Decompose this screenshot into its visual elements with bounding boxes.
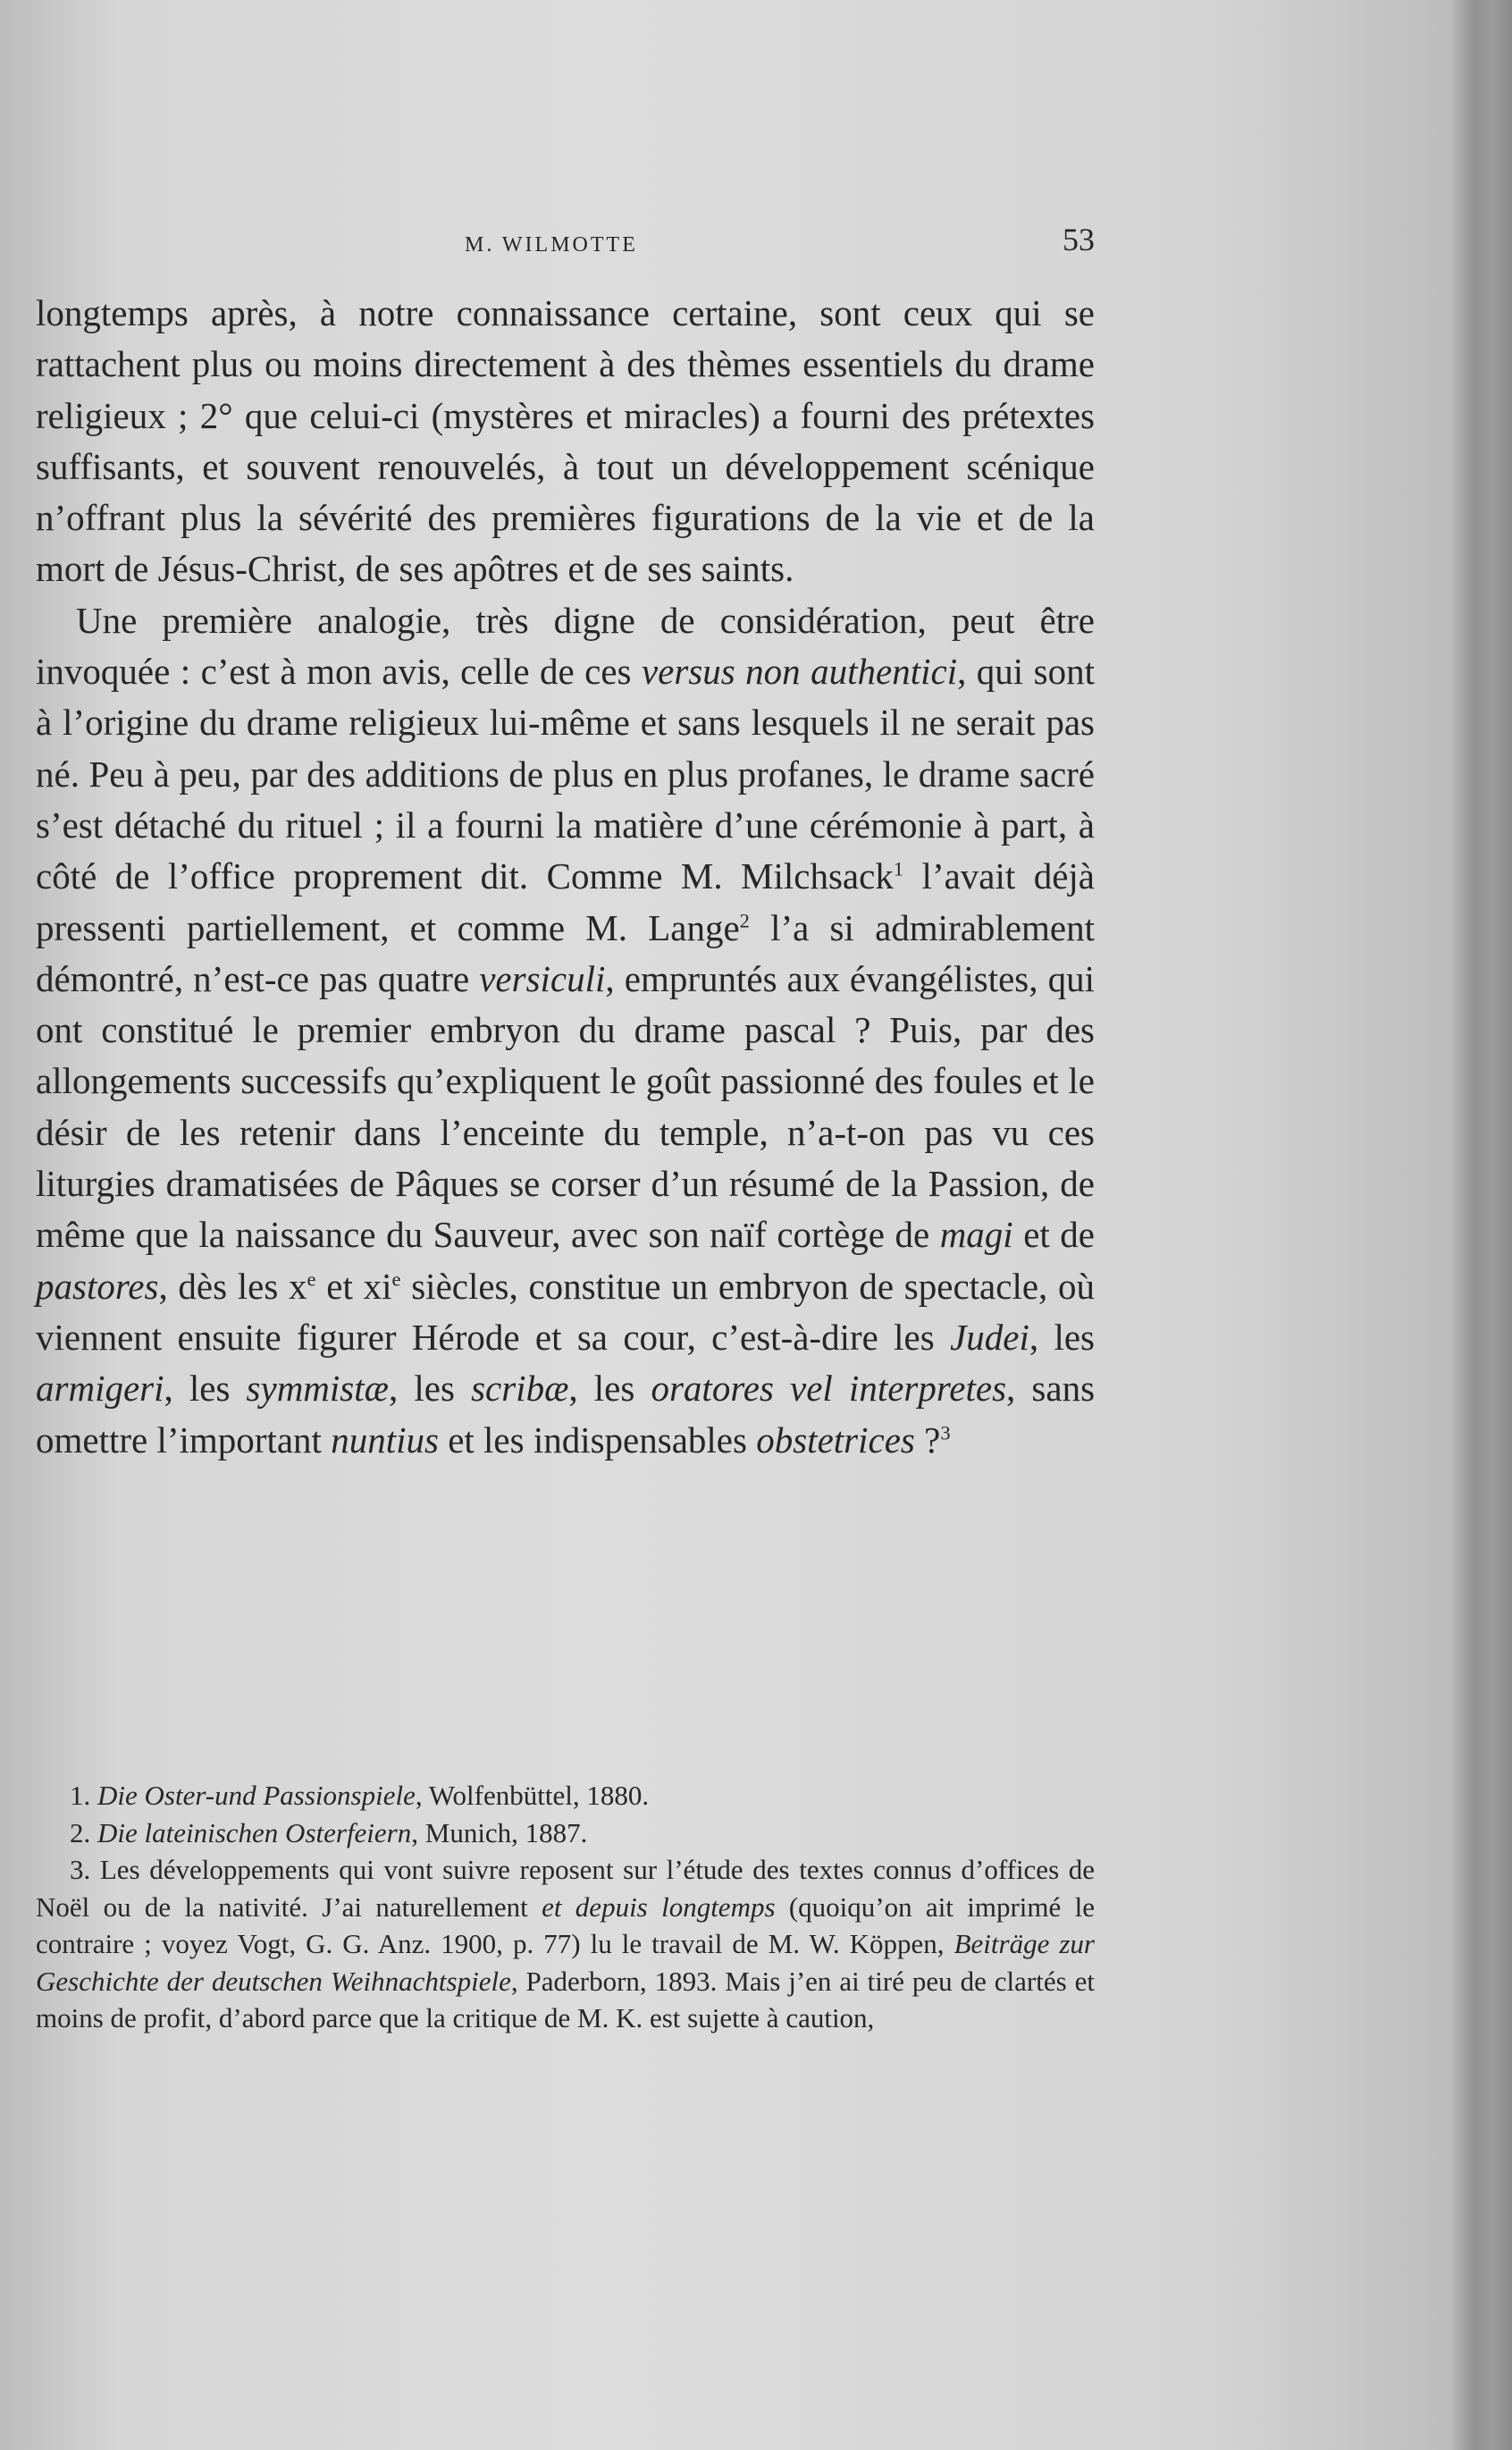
footnote-title: Die Oster-und Passionspiele (97, 1780, 416, 1811)
text-span: l’avait déjà pressenti partiellement, et comme M. Lange (36, 855, 1096, 948)
text-span: , les (568, 1368, 651, 1410)
latin-term: versiculi (479, 957, 606, 999)
text-span: et de (1012, 1214, 1095, 1256)
paragraph-2 (36, 595, 1095, 1466)
footnote-number: 1. (70, 1780, 97, 1811)
latin-term: oratores vel interpretes (651, 1368, 1007, 1410)
footnote-ref-2: 2 (739, 908, 750, 931)
text-span: siècles, constitue un embryon de spectacle, où viennent ensuite figurer Hérode et sa cour, c’est-à-dire les (36, 1265, 1095, 1358)
footnote-text: 3. Les développements qui vont suivre reposent sur l’étude des textes connus d’offices de Noël ou de la nativité. J’ai naturellement (36, 1854, 1095, 1923)
text-span: , empruntés aux évangélistes, qui ont constitué le premier embryon du drame pascal ? Puis, par des allongements successifs qu’expliquent le goût passionné des foules et le désir de les retenir dans l’enceinte du temple, n’a-t-on pas vu ces liturgies dramatisées de Pâques se corser d’un résumé de la Passion, de même que la naissance du Sauveur, avec son naïf cortège de (36, 957, 1095, 1256)
text-span: et les indispensables (438, 1419, 757, 1461)
text-span: Une première analogie, très digne de considération, peut être invoquée : c’est à mon avis, celle de ces (36, 599, 1095, 693)
latin-term: nuntius (331, 1419, 439, 1461)
footnote-3 (36, 1851, 1095, 2037)
page-header (36, 222, 1095, 264)
footnote-ref-3: 3 (940, 1420, 951, 1444)
latin-phrase: versus non authentici (641, 651, 958, 693)
latin-term: pastores (36, 1265, 159, 1307)
body-text (36, 288, 1095, 1466)
latin-term: scribæ (471, 1368, 569, 1410)
latin-term: magi (939, 1214, 1013, 1256)
text-span: , dès les x (158, 1265, 307, 1307)
footnote-title: Die lateinischen Osterfeiern (97, 1816, 412, 1848)
footnote-ref-1: 1 (893, 857, 904, 880)
footnote-text: , Munich, 1887. (411, 1816, 588, 1848)
latin-term: obstetrices (756, 1419, 915, 1461)
text-span: , les (389, 1368, 472, 1410)
century-superscript: e (307, 1267, 316, 1290)
page-edge-shadow (1449, 0, 1512, 2450)
footnote-number: 2. (70, 1816, 97, 1848)
footnote-title: Beiträge zur Geschichte der deutschen Weihnachtspiele (36, 1928, 1096, 1997)
text-span: , les (1029, 1316, 1096, 1358)
footnote-2 (36, 1814, 1095, 1852)
footnote-1 (36, 1777, 1095, 1814)
text-span: et xi (315, 1265, 392, 1307)
page-number: 53 (1063, 222, 1095, 257)
paragraph-1: longtemps après, à notre connaissance certaine, sont ceux qui se rattachent plus ou moins directement à des thèmes essentiels du drame religieux ; 2° que celui-ci (mystères et miracles) a fourni des prétextes suffisants, et souvent renouvelés, à tout un développement scénique n’offrant plus la sévérité des premières figurations de la vie et de la mort de Jésus-Christ, de ses apôtres et de ses saints. (36, 292, 1095, 590)
text-span: ? (914, 1419, 941, 1461)
footnote-text: (quoiqu’on ait imprimé le contraire ; voyez Vogt, G. G. Anz. 1900, p. 77) lu le travail de M. W. Köppen, (36, 1890, 1095, 1959)
footnote-italic: et depuis longtemps (542, 1890, 776, 1923)
century-superscript: e (391, 1267, 401, 1290)
running-head: M. WILMOTTE (465, 233, 638, 257)
text-span: , sans omettre l’important (36, 1368, 1096, 1461)
latin-term: Judei (950, 1316, 1029, 1358)
footnote-text: , Wolfenbüttel, 1880. (415, 1780, 650, 1811)
text-span: l’a si admirablement démontré, n’est-ce pas quatre (36, 906, 1095, 999)
footnote-text: , Paderborn, 1893. Mais j’en ai tiré peu de clartés et moins de profit, d’abord parce que la critique de M. K. est sujette à caution, (36, 1965, 1095, 2033)
text-span: , qui sont à l’origine du drame religieux lui-même et sans lesquels il ne serait pas né. Peu à peu, par des additions de plus en plus profanes, le drame sacré s’est détaché du rituel ; il a fourni la matière d’une cérémonie à part, à côté de l’office proprement dit. Comme M. Milchsack (36, 651, 1095, 897)
text-span: , les (164, 1368, 247, 1410)
footnotes (36, 1777, 1095, 2037)
latin-term: armigeri (36, 1368, 164, 1410)
latin-term: symmistæ (246, 1368, 390, 1410)
